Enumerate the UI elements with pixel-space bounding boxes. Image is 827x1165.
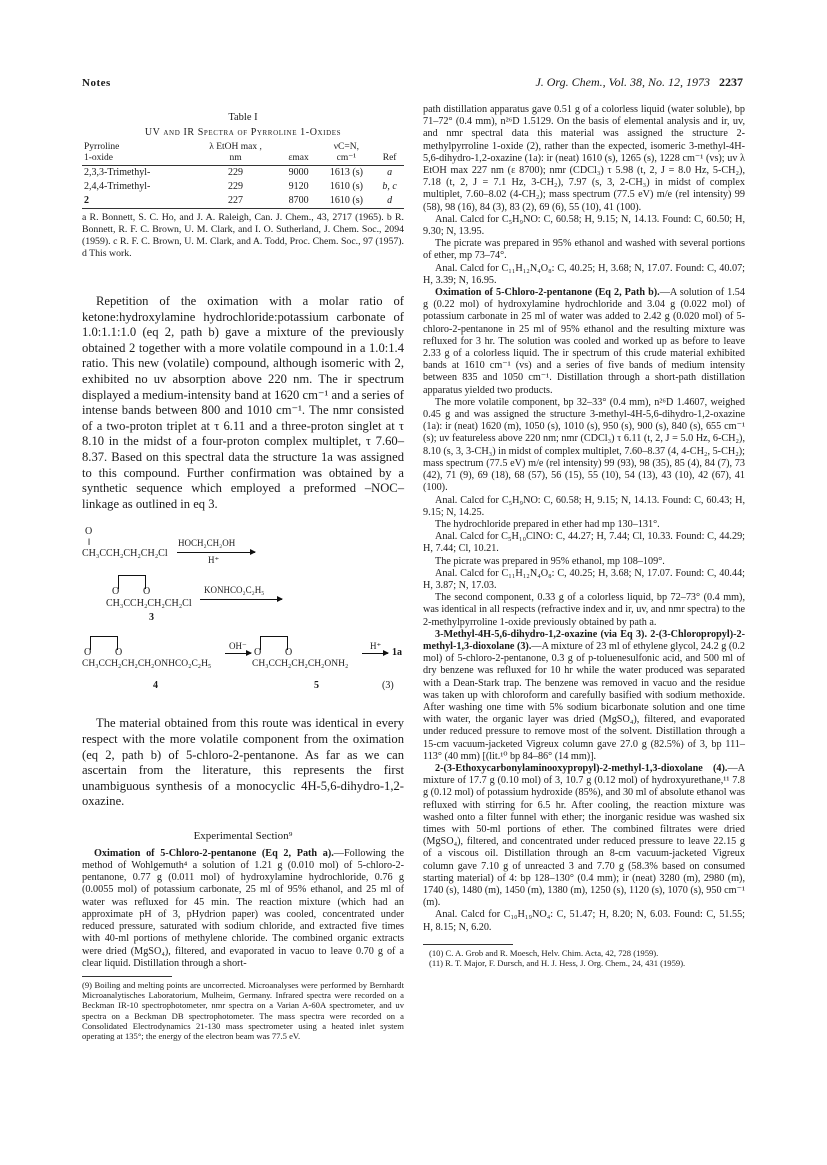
table-footnote: a R. Bonnett, S. C. Ho, and J. A. Raleigh, Can. J. Chem., 43, 2717 (1965). b R. Bonnett, R. F. C. Brown, U. M. Clark, and I. O. Sutherland, J. Chem. Soc., 2094 (1959). c R. F. C. Brown, U. M. Clark, and A. Todd, Proc. Chem. Soc., 97 (1957). d This work. — [82, 212, 404, 259]
body-paragraph: Repetition of the oximation with a molar ratio of ketone:hydroxylamine hydrochloride:potassium carbonate of 1.0:1.1:1.0 (eq 2, path b) gave a mixture of the previously obtained 2 together with a more volatile compound in a 1.0:1.4 ratio. This new (volatile) compound, although isomeric with 2, exhibited no uv absorption above 220 nm. The ir spectrum displayed a medium-intensity band at 1620 cm⁻¹ and a series of intense bands between 800 and 1010 cm⁻¹. The nmr consisted of a two-proton triplet at τ 6.11 and a three-proton singlet at τ 8.10 in the midst of a four-proton complex multiplet, τ 7.60–8.37. Based on this spectral data the structure 1a was assigned to this compound. Further confirmation was obtained by a synthetic sequence which employed a preformed –NOC– linkage as outlined in eq 3. — [82, 294, 404, 511]
cell-eps: 9000 — [288, 167, 309, 178]
footnote-rule — [82, 976, 172, 977]
journal-name: J. Org. Chem., — [535, 75, 606, 89]
scheme-text: O — [143, 586, 151, 598]
analysis-paragraph: Anal. Calcd for C₁₀H₁₉NO₄: C, 51.47; H, 8.20; N, 6.03. Found: C, 51.55; H, 8.15; N, 6.20. — [423, 909, 745, 933]
scheme-text: H⁺ — [208, 555, 220, 566]
experimental-paragraph: The hydrochloride prepared in ether had mp 130–131°. — [435, 518, 660, 530]
scheme-text: O — [254, 647, 262, 659]
left-column — [82, 104, 404, 1041]
table-row — [82, 180, 404, 194]
right-column — [423, 104, 745, 969]
cell-nu: 1610 (s) — [329, 195, 363, 206]
equation-number: (3) — [382, 680, 394, 692]
paragraph-text: —A solution of 1.54 g (0.22 mol) of hydroxylamine hydrochloride and 3.04 g (0.022 mol) of potassium carbonate in 25 ml of water was added to 2.42 g (0.020 mol) of 5-chloro-2-pentanone in 25 ml of 95% ethanol and the resulting mixture was refluxed for 3 hr. The solution was cooled and worked up as before to leave 2.33 g of a colorless liquid. The ir spectrum of this crude material exhibited bands at 1610 cm⁻¹ (vs) and a series of five bands of medium intensity between 835 and 1050 cm⁻¹. Distillation through a short-path distillation apparatus yielded two products. — [423, 287, 745, 396]
header-ref: Ref — [382, 153, 397, 163]
compound-label: 4 — [153, 680, 158, 692]
analysis-paragraph: Anal. Calcd for C₅H₁₀ClNO: C, 44.27; H, 7.44; Cl, 10.33. Found: C, 44.29; H, 7.44; Cl, 10.21. — [423, 531, 745, 555]
experimental-paragraph: The second component, 0.33 g of a colorless liquid, bp 72–73° (0.4 mm), was identical in all respects (refractive index and ir, uv, and nmr spectra) to the 2-methylpyrroline 1-oxide previously obtained by path a. — [423, 592, 745, 628]
paragraph-text: —A mixture of 23 ml of ethylene glycol, 24.2 g (0.2 mol) of 5-chloro-2-pentanone, 0.3 g of p-toluenesulfonic acid, and 500 ml of dry benzene was refluxed for 10 hr while the water produced was separated with a Dean-Stark trap. The benzene was removed in vacuo and the residue was taken up with chloroform and carefully basified with sodium methoxide. After washing one time with 5% sodium bicarbonate solution and one time with water, the organic layer was dried (MgSO₄), filtered, and evaporated under reduced pressure to remove most of the solvent. Distillation through a 15-cm vacuum-jacketed Vigreux column gave 27.0 g (82.5%) of 3, bp 111–113° (40 mm) [(lit.¹⁰ bp 84–86° (14 mm)]. — [423, 640, 745, 762]
header-pyrroline: Pyrroline 1-oxide — [84, 142, 120, 163]
header-eps: εmax — [288, 153, 309, 163]
paragraph-head: Oximation of 5-Chloro-2-pentanone (Eq 2, Path a). — [94, 847, 334, 859]
dioxolane-ring — [118, 575, 146, 589]
running-header — [535, 75, 743, 90]
header-lambda: λ EtOH max , nm — [209, 142, 262, 163]
reaction-arrow — [225, 653, 251, 654]
header-nu: νC=N, cm⁻¹ — [333, 142, 359, 163]
scheme-text: O — [112, 586, 120, 598]
paragraph-head: 3-Methyl-4H-5,6-dihydro-1,2-oxazine (via Eq 3). 2-(3-Chloropropyl)-2-methyl-1,3-dioxolane (3). — [423, 628, 745, 652]
analysis-paragraph: Anal. Calcd for C₅H₉NO: C, 60.58; H, 9.15; N, 14.13. Found: C, 60.50; H, 9.30; N, 13.95. — [423, 213, 745, 238]
scheme-text: CH₃CCH₂CH₂CH₂Cl — [82, 548, 168, 560]
cell-name: 2,3,3-Trimethyl- — [84, 167, 151, 178]
experimental-paragraph — [423, 763, 745, 909]
reaction-arrow — [362, 653, 388, 654]
reaction-arrow — [177, 552, 255, 553]
page-number: 2237 — [719, 75, 743, 89]
cell-ref: d — [387, 195, 393, 206]
scheme-text: CH₃CCH₂CH₂CH₂ONH₂ — [252, 659, 349, 670]
experimental-paragraph: path distillation apparatus gave 0.51 g of a colorless liquid (water soluble), bp 71–72° (0.4 mm), n²⁶D 1.5129. On the basis of elemental analysis and ir, uv, and nmr spectral data this material was assigned the structure 2-methylpyrroline 1-oxide (2), rather than the expected, isomeric 3-methyl-4H-5,6-dihydro-1,2-oxazine (1a): ir (neat) 1610 (s), 1265 (s), 1228 cm⁻¹ (vs); uv λ EtOH max 227 nm (ε 8700); nmr (CDCl₃) τ 5.98 (t, 2, J = 8.0 Hz, 5-CH₂), 7.18 (t, 2, J = 7.1 Hz, 3-CH₂), 7.97 (s, 3, 2-CH₃) in midst of complex multiplet, 7.60–8.02 (4-CH₂); mass spectrum (77.5 eV) m/e (rel intensity) 99 (58), 98 (16), 84 (3), 83 (2), 69 (6), 55 (10), 41 (100). — [423, 104, 745, 213]
table-title: Table I — [228, 112, 258, 123]
table-row — [82, 166, 404, 181]
experimental-paragraph: The picrate was prepared in 95% ethanol, mp 108–109°. — [435, 555, 665, 567]
experimental-paragraph: The picrate was prepared in 95% ethanol and washed with several portions of ether, mp 73–74°. — [423, 238, 745, 262]
experimental-paragraph — [423, 287, 745, 397]
double-bond-mark: ‖ — [88, 537, 91, 548]
paragraph-text: —Following the method of Wohlgemuth⁴ a solution of 1.21 g (0.010 mol) of 5-chloro-2-pentanone, 0.77 g (0.011 mol) of hydroxylamine hydrochloride, 0.76 g (0.0055 mol) of potassium carbonate, 25 ml of 95% ethanol, and 25 ml of water was refluxed for 45 min. The reaction mixture (which had an approximate pH of 3, pHydrion paper) was cooled, concentrated under reduced pressure, saturated with sodium chloride, and extracted five times with 40-ml portions of methylene chloride. The combined organic extracts were dried (MgSO₄), filtered, and evaporated in vacuo to leave 0.70 g of a clear liquid. Distillation through a short- — [82, 847, 404, 969]
table-subtitle: UV and IR Spectra of Pyrroline 1-Oxides — [144, 127, 342, 138]
dioxolane-ring — [260, 636, 288, 650]
scheme-text: CH₃CCH₂CH₂CH₂ONHCO₂C₂H₅ — [82, 659, 212, 670]
scheme-text: KONHCO₂C₂H₅ — [204, 585, 265, 596]
experimental-paragraph: The more volatile component, bp 32–33° (0.4 mm), n²⁶D 1.4607, weighed 0.45 g and was assigned the structure 3-methyl-4H-5,6-dihydro-1,2-oxazine (1a): ir (neat) 1620 (m), 1050 (s), 1010 (s), 950 (s), 900 (s), 840 (s), 655 cm⁻¹ (s); uv featureless above 220 nm; nmr (CDCl₃) τ 6.11 (t, 2, J = 5.0 Hz, 6-CH₂), 8.10 (s, 3, 3-CH₃) in midst of complex multiplet, 7.60–8.37 (4, 4-CH₂, 5-CH₂); mass spectrum (77.5 eV) m/e (rel intensity) 99 (93), 98 (35), 85 (4), 84 (7), 73 (42), 71 (9), 69 (18), 68 (57), 56 (15), 55 (10), 54 (13), 43 (10), 42 (67), 41 (100). — [423, 396, 745, 494]
table-row — [82, 194, 404, 209]
section-heading: Experimental Section⁹ — [193, 829, 293, 842]
scheme-text: O — [285, 647, 293, 659]
scheme-text: O — [115, 647, 123, 659]
cell-lambda: 229 — [228, 181, 244, 192]
body-paragraph: The material obtained from this route was identical in every respect with the more volatile component from the oximation (eq 2, path b) of 5-chloro-2-pentanone. As far as we can ascertain from the literature, this represents the first unambiguous synthesis of a monocyclic 4H-5,6-dihydro-1,2-oxazine. — [82, 716, 404, 809]
footnote-rule — [423, 944, 513, 945]
volume-info: Vol. 38, No. 12, 1973 — [608, 75, 710, 89]
cell-lambda: 229 — [228, 167, 244, 178]
cell-lambda: 227 — [228, 195, 244, 206]
footnote: (10) C. A. Grob and R. Moesch, Helv. Chim. Acta, 42, 728 (1959). — [429, 947, 659, 958]
cell-nu: 1610 (s) — [329, 181, 363, 192]
spectra-table — [82, 141, 404, 209]
scheme-text: H⁺ — [370, 641, 382, 652]
compound-label: 5 — [314, 680, 319, 692]
reaction-arrow — [200, 599, 282, 600]
cell-name: 2,4,4-Trimethyl- — [84, 181, 151, 192]
analysis-paragraph: Anal. Calcd for C₅H₉NO: C, 60.58; H, 9.15; N, 14.13. Found: C, 60.43; H, 9.15; N, 14.25. — [423, 494, 745, 518]
compound-label: 1a — [392, 647, 402, 659]
experimental-paragraph — [423, 629, 745, 763]
experimental-paragraph — [82, 848, 404, 970]
cell-eps: 8700 — [288, 195, 309, 206]
cell-eps: 9120 — [288, 181, 309, 192]
scheme-text: OH⁻ — [229, 641, 247, 652]
scheme-text: O — [84, 647, 92, 659]
cell-ref: a — [387, 167, 393, 178]
cell-name: 2 — [84, 195, 89, 206]
cell-nu: 1613 (s) — [329, 167, 363, 178]
paragraph-head: Oximation of 5-Chloro-2-pentanone (Eq 2, Path b). — [435, 287, 660, 299]
compound-label: 3 — [149, 612, 154, 624]
footnote: (11) R. T. Major, F. Dursch, and H. J. Hess, J. Org. Chem., 24, 431 (1959). — [429, 958, 686, 969]
cell-ref: b, c — [382, 181, 397, 192]
scheme-text: O — [85, 526, 93, 538]
footnote: (9) Boiling and melting points are uncorrected. Microanalyses were performed by Bernhardt Microanalytisches Laboratorium, Mulheim, Germany. Infrared spectra were recorded on a Beckman IR-10 spectrophotometer, nmr spectra on a Varian A-60A spectrometer, and uv spectra on a Beckman DB spectrophotometer. The mass spectra were recorded on a Consolidated Electrodynamics 21-130 mass spectrometer using a heated inlet system operating at 135°; the energy of the electron beam was 77.5 eV. — [82, 979, 404, 1041]
scheme-text: HOCH₂CH₂OH — [178, 538, 236, 549]
scheme-text: CH₃CCH₂CH₂CH₂Cl — [106, 598, 192, 610]
analysis-paragraph: Anal. Calcd for C₁₁H₁₂N₄O₈: C, 40.25; H, 3.68; N, 17.07. Found: C, 40.44; H, 3.87; N, 17.03. — [423, 567, 745, 591]
reaction-scheme — [82, 526, 404, 716]
table-header-row — [82, 141, 404, 166]
section-label: Notes — [82, 77, 111, 89]
paragraph-head: 2-(3-Ethoxycarbonylaminooxypropyl)-2-methyl-1,3-dioxolane (4). — [435, 762, 728, 774]
paragraph-text: —A mixture of 17.7 g (0.10 mol) of 3, 10.7 g (0.12 mol) of hydroxyurethane,¹¹ 7.8 g (0.12 mol) of potassium hydroxide (85%), and 30 ml of absolute ethanol was refluxed with stirring for 6.5 hr. After cooling, the reaction mixture was washed onto a filter funnel with ether; the inorganic residue was washed six times with 50-ml portions of ether. The combined filtrates were dried (MgSO₄), filtered, and concentrated under reduced pressure to leave 22.15 g of a viscous oil. Distillation through an 8-cm vacuum-jacketed Vigreux column gave 7.10 g of unreacted 3 and 7.70 g (58.3% based on consumed starting material) of 4: bp 128–130° (0.4 mm); ir (neat) 3280 (m), 2980 (m), 1740 (s), 1480 (m), 1450 (m), 1380 (m), 1250 (s), 1120 (s), 1070 (s), 950 cm⁻¹ (m). — [423, 762, 745, 909]
dioxolane-ring — [90, 636, 118, 650]
analysis-paragraph: Anal. Calcd for C₁₁H₁₂N₄O₈: C, 40.25; H, 3.68; N, 17.07. Found: C, 40.07; H, 3.39; N, 16.95. — [423, 262, 745, 286]
